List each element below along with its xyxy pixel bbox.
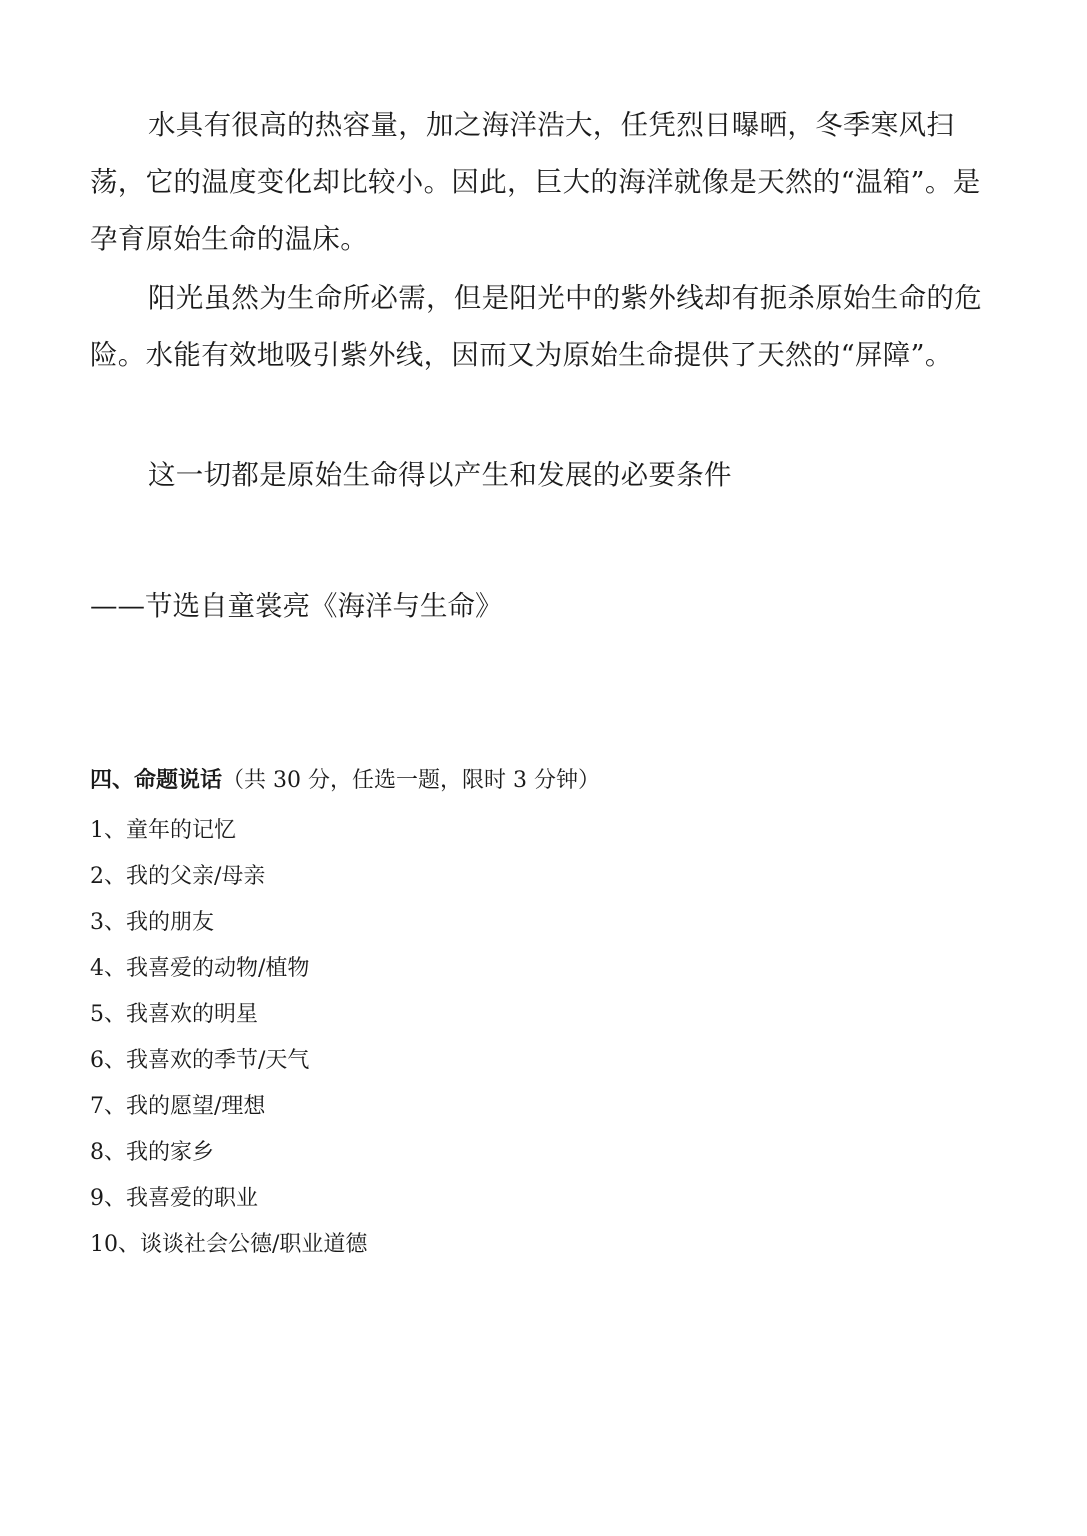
topic-item: 8、我的家乡 — [90, 1140, 214, 1165]
topic-item: 1、童年的记忆 — [90, 818, 236, 843]
topic-list — [90, 808, 367, 1268]
passage-paragraph-1: 水具有很高的热容量，加之海洋浩大，任凭烈日曝晒，冬季寒风扫荡，它的温度变化却比较小。因此，巨大的海洋就像是天然的“温箱”。是孕育原始生命的温床。 — [90, 109, 981, 255]
topic-item: 7、我的愿望/理想 — [90, 1094, 266, 1119]
section-heading — [90, 760, 600, 801]
topic-item: 10、谈谈社会公德/职业道德 — [90, 1232, 368, 1257]
topic-item: 3、我的朋友 — [90, 910, 214, 935]
passage-paragraph-2: 阳光虽然为生命所必需，但是阳光中的紫外线却有扼杀原始生命的危险。水能有效地吸引紫外线，因而又为原始生命提供了天然的“屏障”。 — [90, 282, 982, 371]
topic-item: 4、我喜爱的动物/植物 — [90, 956, 310, 981]
topic-item: 5、我喜欢的明星 — [90, 1002, 258, 1027]
passage-paragraph-3: 这一切都是原始生命得以产生和发展的必要条件 — [148, 459, 732, 491]
topic-item: 6、我喜欢的季节/天气 — [90, 1048, 310, 1073]
section-title: 四、命题说话 — [90, 767, 223, 793]
passage-source: ——节选自童裳亮《海洋与生命》 — [90, 590, 503, 622]
topic-item: 9、我喜爱的职业 — [90, 1186, 258, 1211]
section-note: （共 30 分，任选一题，限时 3 分钟） — [222, 768, 600, 793]
topic-item: 2、我的父亲/母亲 — [90, 864, 266, 889]
